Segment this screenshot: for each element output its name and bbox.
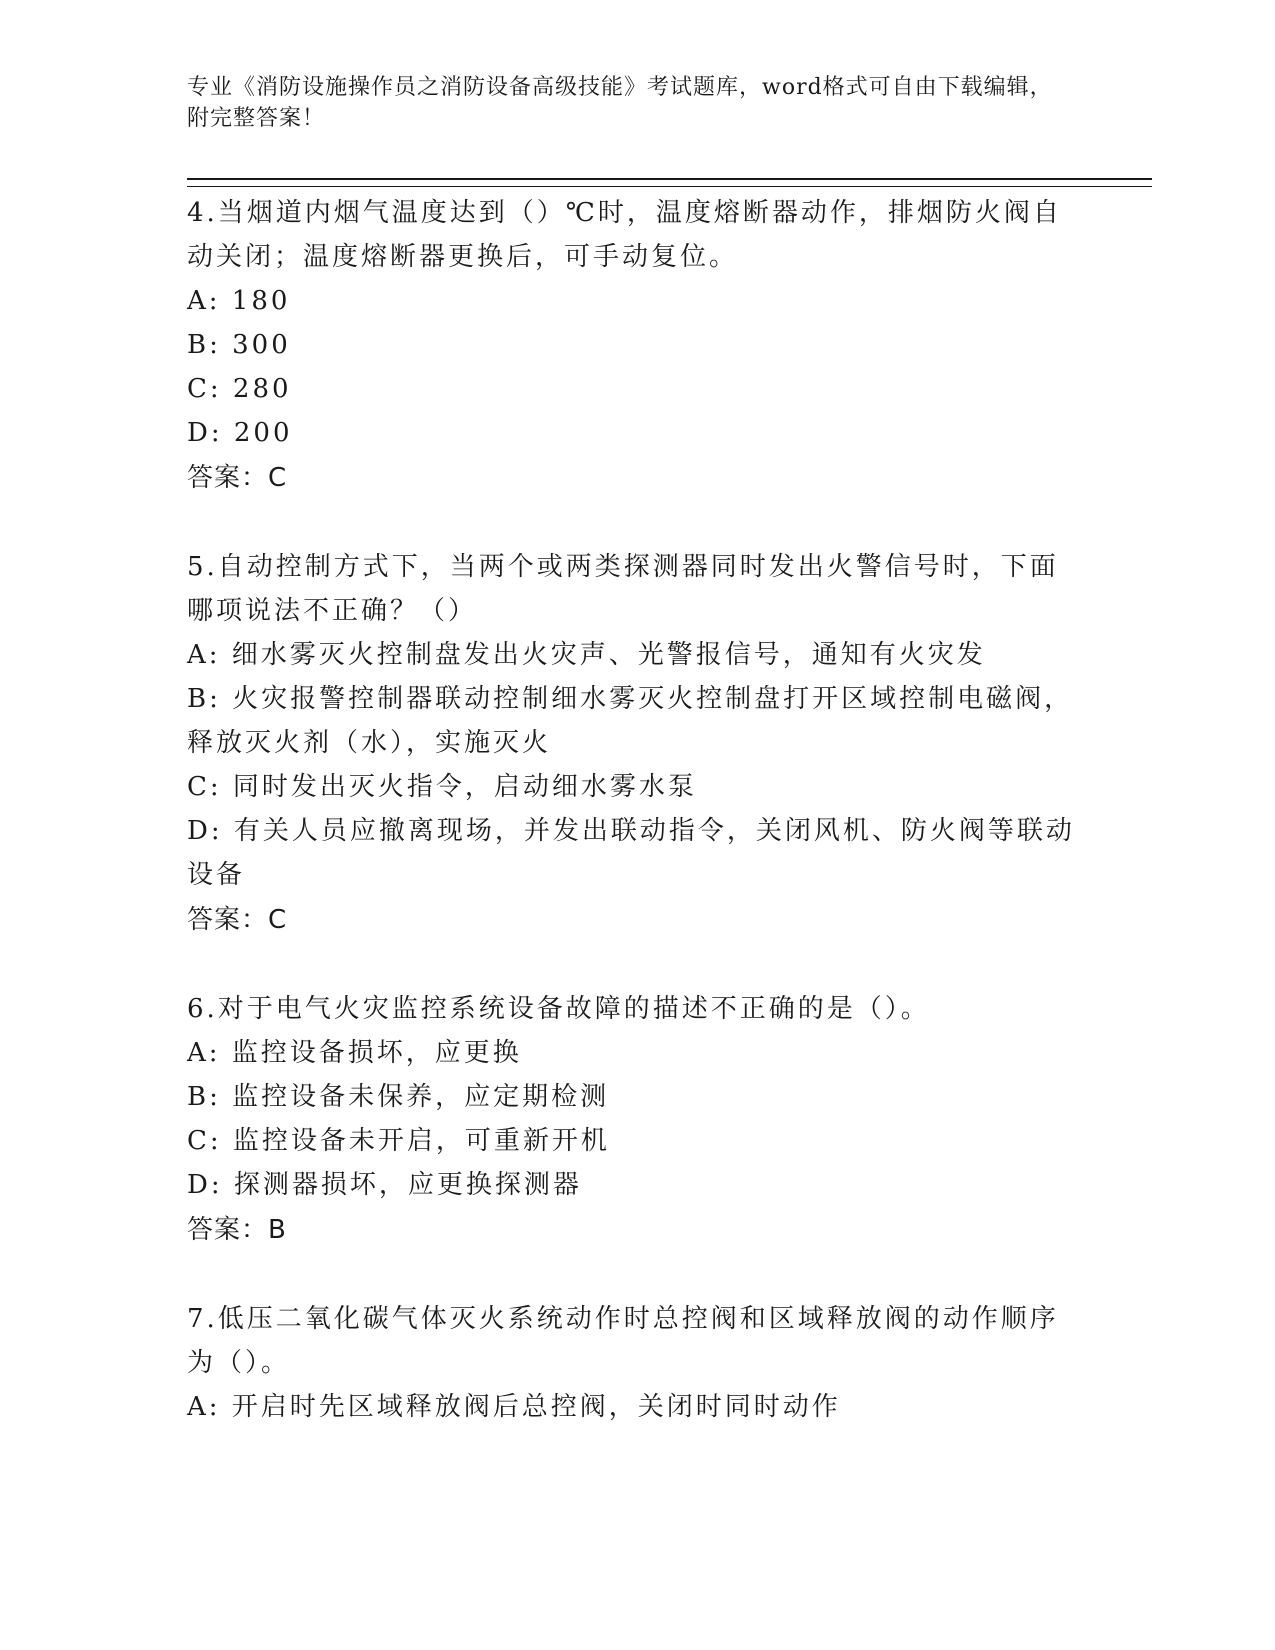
question-7 (187, 1297, 1077, 1429)
question-stem: 5.自动控制方式下，当两个或两类探测器同时发出火警信号时，下面哪项说法不正确？（） (187, 552, 1059, 626)
answer-line: 答案：C (187, 905, 288, 935)
option-d: D: 探测器损坏，应更换探测器 (187, 1170, 582, 1200)
answer-line: 答案：C (187, 463, 288, 493)
option-d: D: 200 (187, 418, 293, 448)
option-a: A: 开启时先区域释放阀后总控阀，关闭时同时动作 (187, 1392, 841, 1422)
question-list (187, 191, 1077, 1473)
header-divider (187, 178, 1152, 187)
option-a: A: 细水雾灭火控制盘发出火灾声、光警报信号，通知有火灾发 (187, 640, 986, 670)
question-stem: 7.低压二氧化碳气体灭火系统动作时总控阀和区域释放阀的动作顺序为（）。 (187, 1304, 1059, 1378)
option-c: C: 280 (187, 374, 292, 404)
option-a: A: 监控设备损坏，应更换 (187, 1038, 522, 1068)
option-d: D: 有关人员应撤离现场，并发出联动指令，关闭风机、防火阀等联动设备 (187, 816, 1075, 890)
option-b: B: 300 (187, 330, 291, 360)
option-c: C: 同时发出灭火指令，启动细水雾水泵 (187, 772, 697, 802)
question-4 (187, 191, 1077, 501)
option-b: B: 火灾报警控制器联动控制细水雾灭火控制盘打开区域控制电磁阀，释放灭火剂（水），实施灭火 (187, 684, 1074, 758)
document-header: 专业《消防设施操作员之消防设备高级技能》考试题库，word格式可自由下载编辑，附完整答案！ (187, 75, 1053, 131)
option-c: C: 监控设备未开启，可重新开机 (187, 1126, 610, 1156)
question-6 (187, 987, 1077, 1253)
question-stem: 6.对于电气火灾监控系统设备故障的描述不正确的是（）。 (187, 994, 930, 1024)
answer-line: 答案：B (187, 1215, 287, 1245)
question-stem: 4.当烟道内烟气温度达到（）℃时，温度熔断器动作，排烟防火阀自动关闭；温度熔断器更换后，可手动复位。 (187, 198, 1062, 272)
question-5 (187, 545, 1077, 943)
option-a: A: 180 (187, 286, 291, 316)
option-b: B: 监控设备未保养，应定期检测 (187, 1082, 610, 1112)
